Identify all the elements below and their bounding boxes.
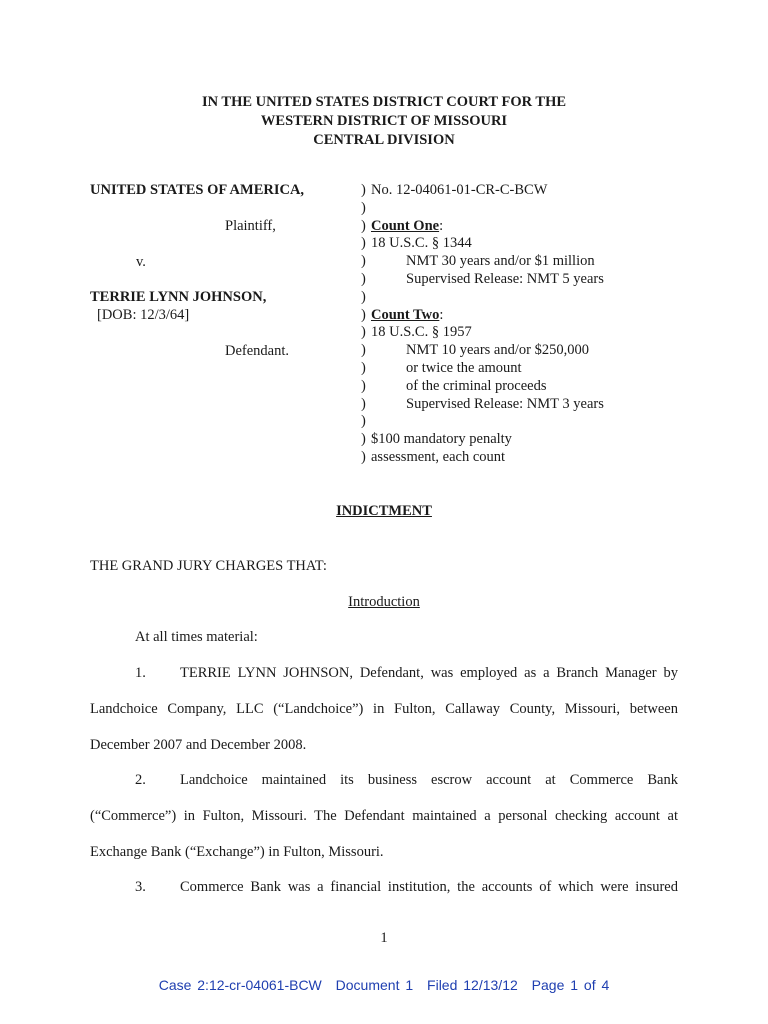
- paragraph-1-line-2: Landchoice Company, LLC (“Landchoice”) in Fulton, Callaway County, Missouri, between: [90, 701, 678, 717]
- paragraph-1-line-1: TERRIE LYNN JOHNSON, Defendant, was employed as a Branch Manager by: [180, 665, 678, 681]
- grand-jury-charges: THE GRAND JURY CHARGES THAT:: [90, 558, 327, 574]
- caption-paren: ): [361, 413, 366, 430]
- count-one-statute: 18 U.S.C. § 1344: [371, 235, 472, 252]
- count-one-label: Count One: [371, 217, 440, 234]
- caption-paren: ): [361, 377, 366, 394]
- footer-filed: Filed 12/13/12: [427, 977, 518, 993]
- versus: v.: [136, 254, 146, 270]
- count-one-release: Supervised Release: NMT 5 years: [406, 270, 604, 287]
- colon: :: [439, 306, 444, 323]
- court-header-line-3: CENTRAL DIVISION: [313, 132, 455, 148]
- at-all-times-material: At all times material:: [135, 629, 258, 645]
- defendant-name: TERRIE LYNN JOHNSON,: [90, 289, 267, 305]
- paragraph-2-line-1: Landchoice maintained its business escrow account at Commerce Bank: [180, 772, 678, 788]
- assessment-line-1: $100 mandatory penalty: [371, 431, 512, 448]
- document-title: INDICTMENT: [336, 503, 432, 519]
- ecf-footer: [0, 977, 768, 993]
- plaintiff-role: Plaintiff,: [225, 218, 276, 234]
- count-two-release: Supervised Release: NMT 3 years: [406, 395, 604, 412]
- caption-paren: ): [361, 342, 366, 359]
- plaintiff-name: UNITED STATES OF AMERICA,: [90, 182, 305, 198]
- caption-paren: ): [361, 306, 366, 323]
- caption-paren: ): [361, 270, 366, 287]
- caption-paren: ): [361, 199, 366, 216]
- paragraph-2-number: 2.: [135, 772, 146, 788]
- count-two-penalty-3: of the criminal proceeds: [406, 377, 547, 394]
- court-header-line-2: WESTERN DISTRICT OF MISSOURI: [260, 113, 508, 129]
- introduction-heading: Introduction: [348, 594, 420, 610]
- caption-paren: ): [361, 235, 366, 252]
- court-header-line-1: IN THE UNITED STATES DISTRICT COURT FOR THE: [201, 94, 567, 110]
- caption-paren: ): [361, 253, 366, 270]
- caption-paren: ): [361, 182, 366, 198]
- caption-paren: ): [361, 431, 366, 448]
- count-two-penalty: NMT 10 years and/or $250,000: [406, 342, 589, 359]
- footer-page: Page 1 of 4: [531, 977, 610, 993]
- count-two-label: Count Two: [371, 306, 440, 323]
- colon: :: [439, 217, 444, 234]
- case-caption-charges: [361, 182, 741, 467]
- defendant-dob: [DOB: 12/3/64]: [97, 307, 190, 323]
- page-number: 1: [380, 930, 388, 946]
- count-one-penalty: NMT 30 years and/or $1 million: [406, 253, 595, 270]
- paragraph-2-line-3: Exchange Bank (“Exchange”) in Fulton, Missouri.: [90, 844, 384, 860]
- paragraph-3-line-1: Commerce Bank was a financial institution, the accounts of which were insured: [180, 879, 678, 895]
- count-two-penalty-2: or twice the amount: [406, 359, 522, 376]
- count-two-statute: 18 U.S.C. § 1957: [371, 324, 472, 341]
- caption-paren: ): [361, 217, 366, 234]
- case-number: No. 12-04061-01-CR-C-BCW: [371, 182, 548, 198]
- caption-paren: ): [361, 288, 366, 305]
- footer-document: Document 1: [335, 977, 414, 993]
- caption-paren: ): [361, 359, 366, 376]
- caption-paren: ): [361, 395, 366, 412]
- caption-paren: ): [361, 448, 366, 465]
- caption-paren: ): [361, 324, 366, 341]
- defendant-role: Defendant.: [225, 343, 290, 359]
- paragraph-1-number: 1.: [135, 665, 146, 681]
- paragraph-1-line-3: December 2007 and December 2008.: [90, 737, 307, 753]
- footer-case: Case 2:12-cr-04061-BCW: [158, 977, 322, 993]
- assessment-line-2: assessment, each count: [371, 448, 506, 465]
- paragraph-3-number: 3.: [135, 879, 146, 895]
- court-header: [0, 93, 768, 150]
- paragraph-2-line-2: (“Commerce”) in Fulton, Missouri. The Defendant maintained a personal checking account at: [90, 808, 678, 824]
